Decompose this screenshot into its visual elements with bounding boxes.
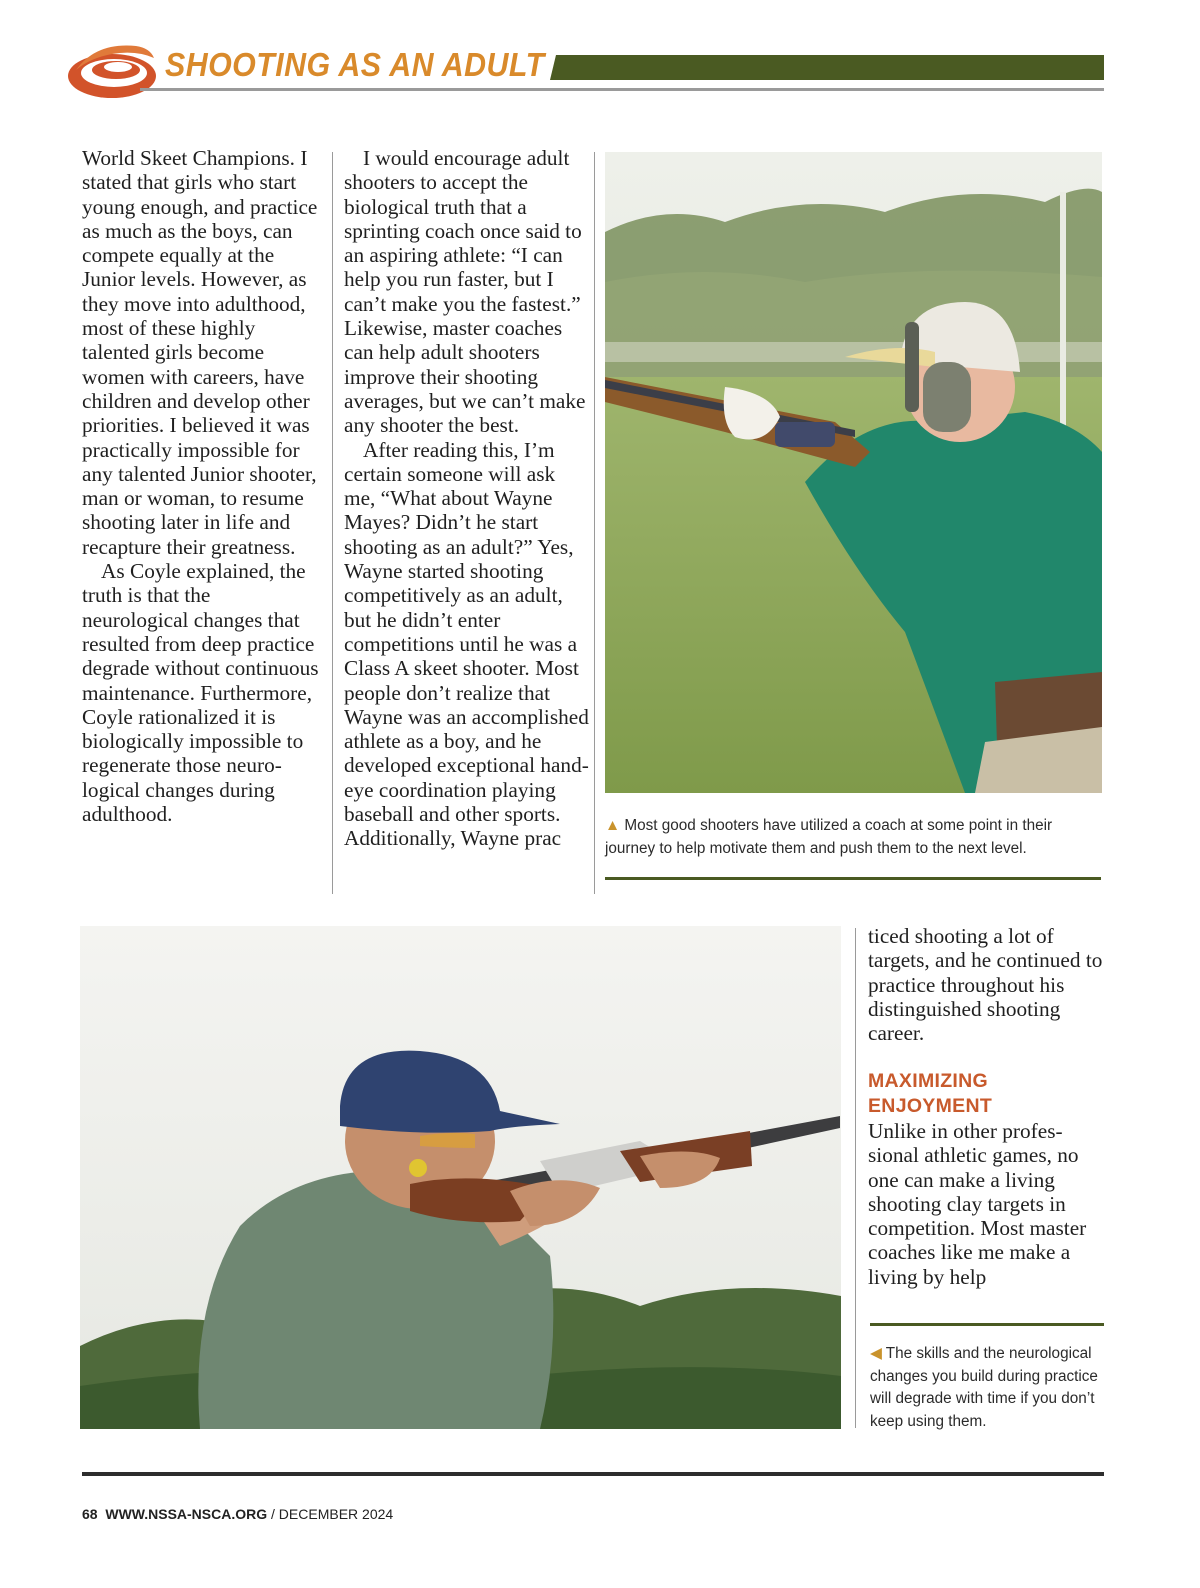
article-column-3 <box>868 924 1104 1045</box>
col3-continued-paragraph: ticed shooting a lot of targets, and he continued to practice throughout his distinguished shooting career. <box>868 924 1103 1046</box>
caption-rule <box>870 1323 1104 1326</box>
col2-paragraph-1: I would encourage adult shooters to accept the biological truth that a sprinting coach once said to an aspiring athlete: “I can help you run faster, but I can’t make you the fastest.” Likewise, master coaches can help adult shooters improve their shooting averages, but we can’t make any shooter the best. <box>344 146 586 438</box>
footer-separator: / <box>271 1506 275 1522</box>
section-title: SHOOTING AS AN ADULT <box>165 46 545 83</box>
website-link[interactable]: WWW.NSSA-NSCA.ORG <box>105 1506 268 1522</box>
article-column-3-lower <box>868 1119 1104 1289</box>
photo-caption-2 <box>870 1343 1110 1433</box>
col2-paragraph-2: After reading this, I’m certain someone will ask me, “What about Wayne Mayes? Didn’t he start shooting as an adult?” Yes, Wayne started shooting competitively as an adult, but he didn’t enter competitions until he was a Class A skeet shooter. Most people don’t realize that Wayne was an accomplished athlete as a boy, and he developed exceptional hand-eye coordination playing baseball and other sports. Additionally, Wayne prac <box>344 437 589 851</box>
photo-shooter-teal-shirt <box>605 152 1102 793</box>
photo-caption-1 <box>605 815 1100 860</box>
column-divider <box>594 152 595 894</box>
caption-1-text: Most good shooters have utilized a coach at some point in their journey to help motivate them and push them to the next level. <box>605 817 1053 857</box>
photo-shooter-blue-cap <box>80 926 841 1429</box>
col3-paragraph: Unlike in other professional athletic games, no one can make a living shooting clay targets in competition. Most master coaches like me make a living by help <box>868 1119 1087 1289</box>
page-footer <box>82 1506 393 1522</box>
caption-2-text: The skills and the neurological changes you build during practice will degrade with time if you don’t keep using them. <box>870 1345 1098 1430</box>
footer-rule <box>82 1472 1104 1476</box>
triangle-left-icon: ◀ <box>870 1345 882 1362</box>
col1-paragraph-1: World Skeet Champions. I stated that girls who start young enough, and practice as much as the boys, can compete equally at the Junior levels. However, as they move into adulthood, most of these highly talented girls become women with careers, have children and develop other priorities. I believed it was practically impossible for any talented Junior shooter, man or woman, to resume shooting later in life and recapture their greatness. <box>82 146 318 559</box>
clay-target-logo-icon <box>66 40 158 102</box>
triangle-up-icon: ▲ <box>605 817 621 834</box>
article-subhead: MAXIMIZING ENJOYMENT <box>868 1070 993 1117</box>
col1-paragraph-2: As Coyle explained, the truth is that the neurological changes that resulted from deep practice degrade without continuous maintenance. Furthermore, Coyle rationalized it is biologically impossible to regenerate those neurological changes during adulthood. <box>82 559 319 827</box>
page-number: 68 <box>82 1506 98 1522</box>
column-divider <box>332 152 333 894</box>
caption-rule <box>605 877 1101 880</box>
column-divider <box>855 928 856 1428</box>
header-bar <box>550 55 1104 80</box>
header-rule <box>140 88 1104 91</box>
article-column-1 <box>82 146 322 826</box>
article-column-2 <box>344 146 589 851</box>
issue-date: DECEMBER 2024 <box>278 1506 394 1522</box>
